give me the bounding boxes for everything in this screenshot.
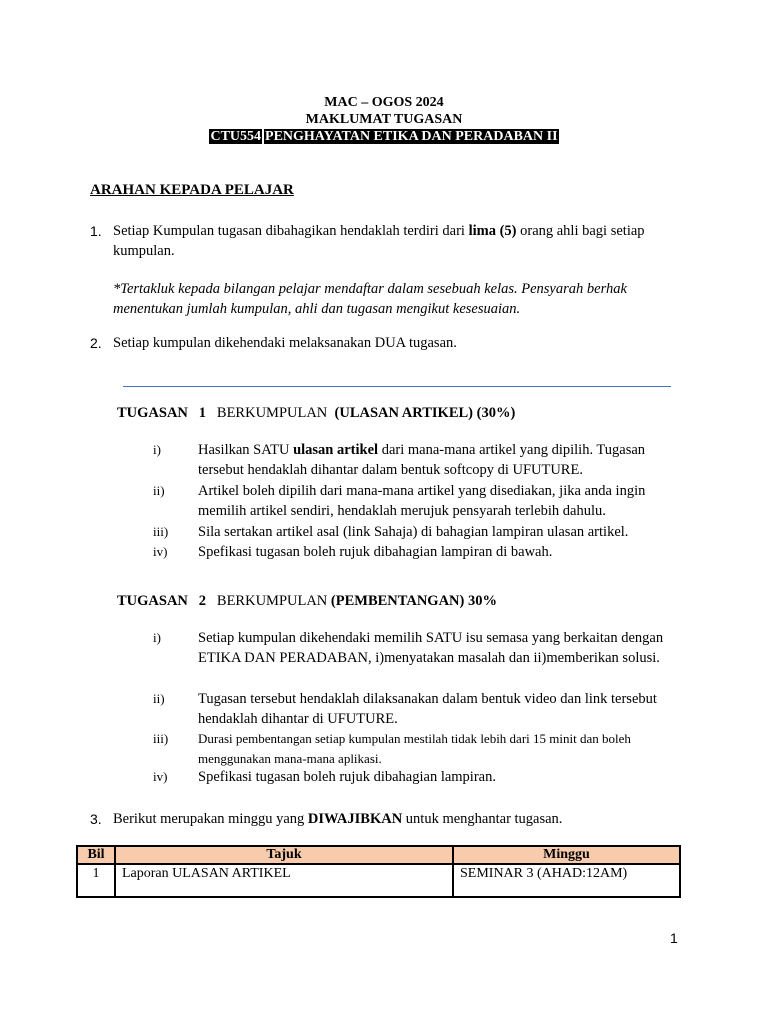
task-2-item-1-number: i) [153, 630, 161, 645]
task-1-item-3-number: iii) [153, 524, 169, 539]
task-1-item-1-number: i) [153, 442, 161, 457]
course-title [0, 128, 768, 145]
divider-line [123, 386, 671, 387]
task-2-title: TUGASAN 2 BERKUMPULAN (PEMBENTANGAN) 30% [117, 593, 497, 609]
instruction-1-text: Setiap Kumpulan tugasan dibahagikan hendaklah terdiri dari lima (5) orang ahli bagi setiap kumpulan. [113, 223, 645, 259]
table-cell-bil: 1 [77, 864, 115, 897]
task-1-item-2-number: ii) [153, 483, 165, 498]
task-2-item-2-number: ii) [153, 691, 165, 706]
table-row [77, 864, 680, 897]
task-1-item-4: Spefikasi tugasan boleh rujuk dibahagian lampiran di bawah. [198, 544, 553, 560]
instruction-2-text: Setiap kumpulan dikehendaki melaksanakan DUA tugasan. [113, 335, 457, 351]
task-2-item-4-number: iv) [153, 769, 168, 784]
task-1-item-4-number: iv) [153, 544, 168, 559]
task-1-item-1-emphasis: ulasan artikel [293, 442, 379, 458]
instruction-3-emphasis: DIWAJIBKAN [307, 811, 403, 827]
task-1-item-2: Artikel boleh dipilih dari mana-mana artikel yang disediakan, jika anda ingin memilih artikel sendiri, hendaklah merujuk pensyarah terlebih dahulu. [198, 483, 646, 519]
instruction-3-number: 3. [90, 811, 102, 827]
table-cell-tajuk: Laporan ULASAN ARTIKEL [115, 864, 453, 897]
column-header-minggu: Minggu [453, 846, 680, 864]
instruction-1-emphasis: lima (5) [468, 223, 517, 239]
document-heading: MAKLUMAT TUGASAN [305, 112, 463, 127]
task-2-item-1: Setiap kumpulan dikehendaki memilih SATU isu semasa yang berkaitan dengan ETIKA DAN PERADABAN, i)menyatakan masalah dan ii)memberikan solusi. [198, 630, 664, 666]
section-title: ARAHAN KEPADA PELAJAR [90, 182, 294, 198]
task-1-title: TUGASAN 1 BERKUMPULAN (ULASAN ARTIKEL) (30%) [117, 405, 516, 421]
task-2-item-4: Spefikasi tugasan boleh rujuk dibahagian lampiran. [198, 769, 496, 785]
column-header-tajuk: Tajuk [115, 846, 453, 864]
course-name: PENGHAYATAN ETIKA DAN PERADABAN II [265, 129, 558, 144]
task-2-item-3: Durasi pembentangan setiap kumpulan mestilah tidak lebih dari 15 minit dan boleh menggunakan mana-mana aplikasi. [198, 731, 631, 766]
document-date: MAC – OGOS 2024 [324, 95, 444, 110]
task-2-item-2: Tugasan tersebut hendaklah dilaksanakan dalam bentuk video dan link tersebut hendaklah dihantar di UFUTURE. [198, 691, 657, 727]
instruction-3-text: Berikut merupakan minggu yang DIWAJIBKAN untuk menghantar tugasan. [113, 811, 563, 827]
task-2-item-3-number: iii) [153, 731, 169, 746]
course-code: CTU554 [210, 129, 262, 144]
column-header-bil: Bil [77, 846, 115, 864]
instruction-1-number: 1. [90, 223, 102, 239]
submission-schedule-table [76, 845, 681, 898]
table-cell-minggu: SEMINAR 3 (AHAD:12AM) [453, 864, 680, 897]
instruction-1-note: *Tertakluk kepada bilangan pelajar mendaftar dalam sesebuah kelas. Pensyarah berhak menentukan jumlah kumpulan, ahli dan tugasan mengikut kesesuaian. [113, 281, 627, 317]
task-1-item-3: Sila sertakan artikel asal (link Sahaja) di bahagian lampiran ulasan artikel. [198, 524, 629, 540]
instruction-2-number: 2. [90, 335, 102, 351]
task-1-item-1: Hasilkan SATU ulasan artikel dari mana-mana artikel yang dipilih. Tugasan tersebut hendaklah dihantar dalam bentuk softcopy di UFUTURE. [198, 442, 646, 478]
table-header-row [77, 846, 680, 864]
page-number: 1 [670, 930, 678, 946]
